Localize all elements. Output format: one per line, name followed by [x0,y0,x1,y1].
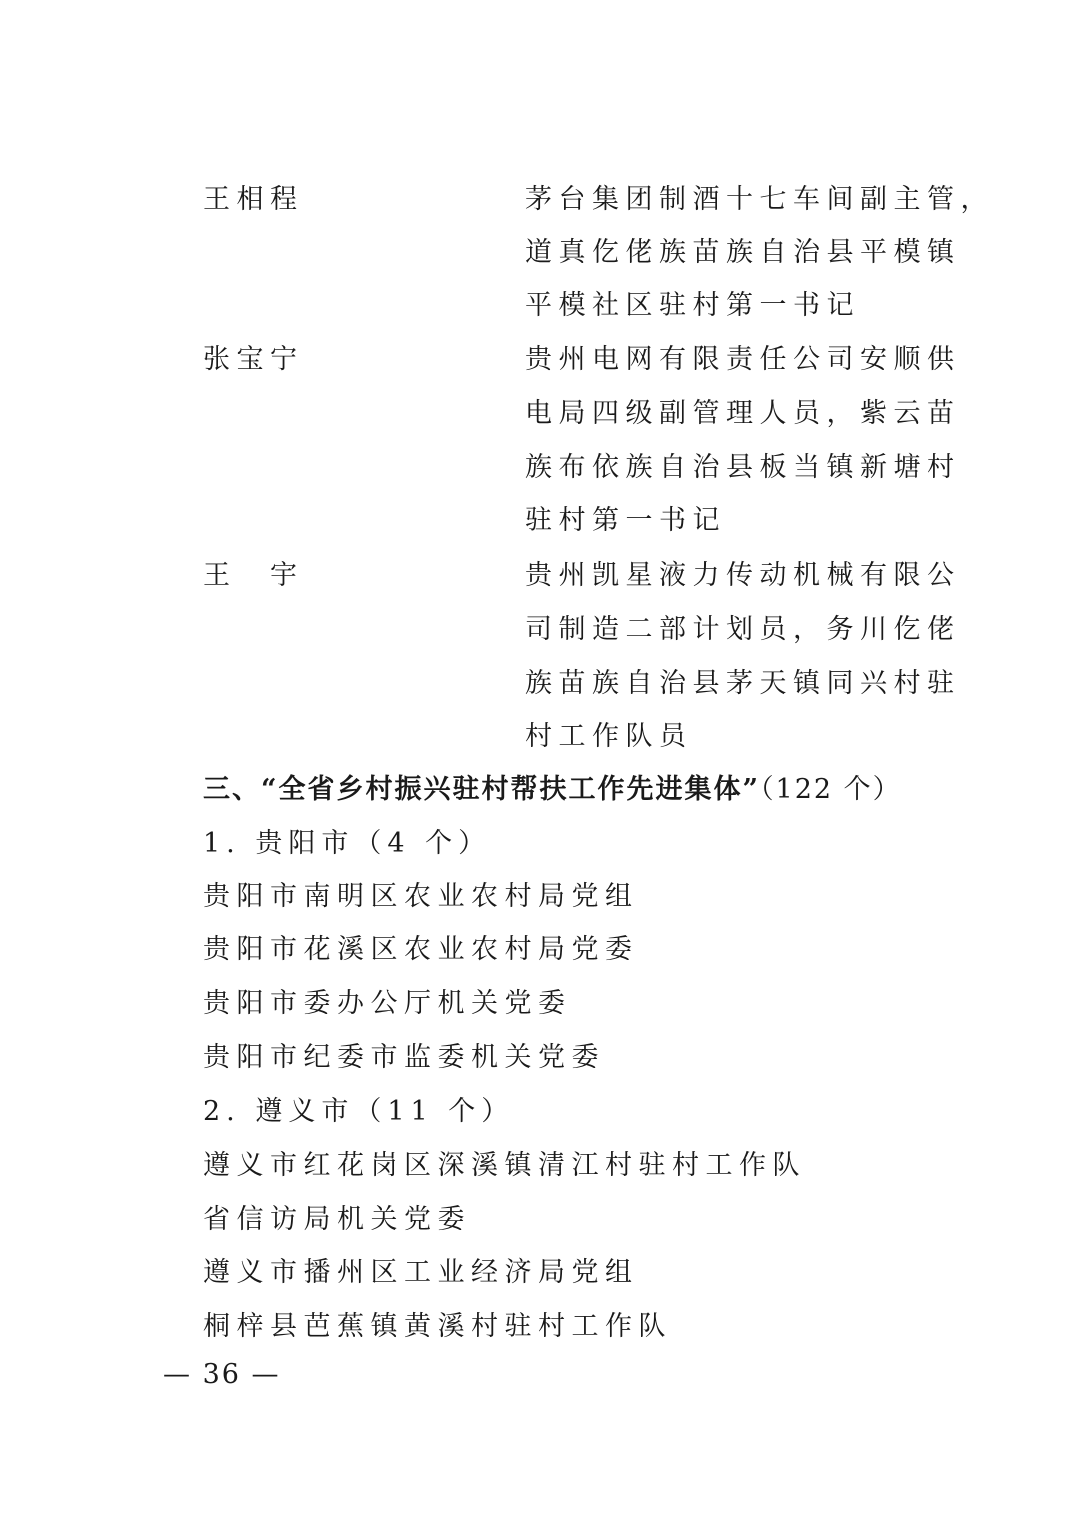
honoree-desc-line: 平模社区驻村第一书记 [525,290,860,321]
honoree-desc-line: 电局四级副管理人员，紫云苗 [525,398,961,429]
honoree-desc-line: 茅台集团制酒十七车间副主管， [525,184,994,215]
group-heading: 1. 贵阳市（4 个） [203,828,492,859]
honoree-desc-line: 贵州电网有限责任公司安顺供 [525,344,961,375]
honoree-name: 王相程 [203,184,304,215]
list-item: 贵阳市委办公厅机关党委 [203,988,572,1019]
honoree-desc-line: 驻村第一书记 [525,505,726,536]
section-heading [203,770,902,810]
honoree-desc-line: 司制造二部计划员，务川仡佬 [525,614,961,645]
group-heading: 2. 遵义市（11 个） [203,1096,515,1127]
section-title: 三、“全省乡村振兴驻村帮扶工作先进集体” [203,774,761,805]
honoree-name: 张宝宁 [203,344,304,375]
page-number: — 36 — [163,1359,281,1390]
honoree-desc-line: 村工作队员 [525,721,693,752]
list-item: 遵义市红花岗区深溪镇清江村驻村工作队 [203,1150,806,1181]
list-item: 省信访局机关党委 [203,1204,471,1235]
section-count: （122 个） [760,774,902,805]
list-item: 贵阳市纪委市监委机关党委 [203,1042,605,1073]
honoree-desc-line: 族苗族自治县茅天镇同兴村驻 [525,668,961,699]
list-item: 桐梓县芭蕉镇黄溪村驻村工作队 [203,1311,672,1342]
honoree-name: 王 宇 [203,560,304,591]
list-item: 贵阳市花溪区农业农村局党委 [203,934,639,965]
list-item: 贵阳市南明区农业农村局党组 [203,881,639,912]
honoree-desc-line: 贵州凯星液力传动机械有限公 [525,560,961,591]
honoree-desc-line: 道真仡佬族苗族自治县平模镇 [525,237,961,268]
list-item: 遵义市播州区工业经济局党组 [203,1257,639,1288]
honoree-desc-line: 族布依族自治县板当镇新塘村 [525,452,961,483]
